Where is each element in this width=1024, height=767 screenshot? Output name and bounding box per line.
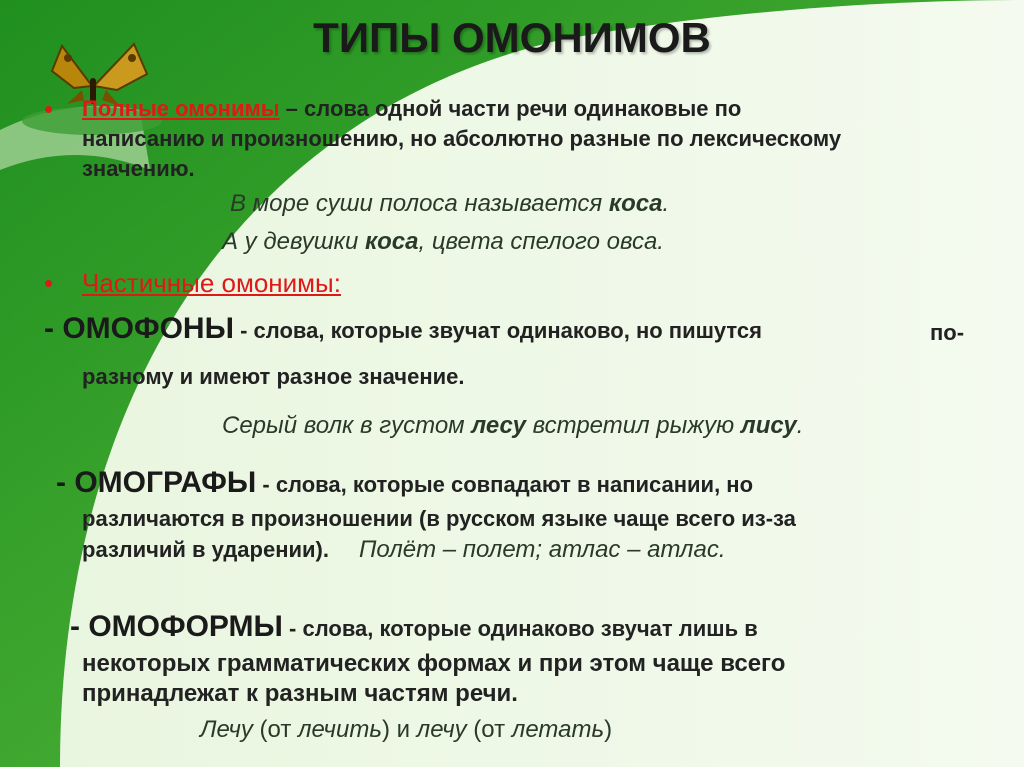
homographs-term: ОМОГРАФЫ — [74, 466, 257, 499]
full-homonyms-line-2: написанию и произношению, но абсолютно разные по лексическому — [82, 126, 842, 151]
bullet: • — [44, 268, 54, 298]
full-homonyms-line-1: Полные омонимы – слова одной части речи одинаковые по — [82, 96, 742, 121]
homographs-line-3: различий в ударении). Полёт – полет; атлас – атлас. — [82, 536, 726, 563]
homoforms-example: Лечу (от лечить) и лечу (от летать) — [200, 716, 613, 743]
homophones-line-1-end: по- — [930, 320, 965, 345]
homoforms-term: ОМОФОРМЫ — [88, 610, 283, 643]
homophones-line-1: - ОМОФОНЫ - слова, которые звучат одинаково, но пишутся — [44, 312, 762, 345]
full-homonyms-line-3: значению. — [82, 156, 195, 181]
homographs-line-2: различаются в произношении (в русском языке чаще всего из-за — [82, 506, 796, 531]
homophones-line-2: разному и имеют разное значение. — [82, 364, 465, 389]
page-title: ТИПЫ ОМОНИМОВ — [313, 14, 711, 61]
homophones-term: ОМОФОНЫ — [62, 312, 234, 345]
full-homonyms-label: Полные омонимы — [82, 96, 280, 121]
full-example-line-2: А у девушки коса, цвета спелого овса. — [222, 228, 664, 255]
homographs-example: Полёт – полет; атлас – атлас. — [359, 536, 726, 563]
full-example-line-1: В море суши полоса называется коса. — [230, 190, 670, 217]
homoforms-line-3: принадлежат к разным частям речи. — [82, 680, 518, 707]
homoforms-line-2: некоторых грамматических формах и при этом чаще всего — [82, 650, 786, 677]
homographs-line-1: - ОМОГРАФЫ - слова, которые совпадают в написании, но — [56, 466, 754, 499]
homophones-example: Серый волк в густом лесу встретил рыжую лису. — [222, 412, 804, 439]
bullet: • — [44, 94, 54, 124]
partial-homonyms-label: Частичные омонимы: — [82, 268, 341, 298]
homoforms-line-1: - ОМОФОРМЫ - слова, которые одинаково звучат лишь в — [70, 610, 758, 643]
